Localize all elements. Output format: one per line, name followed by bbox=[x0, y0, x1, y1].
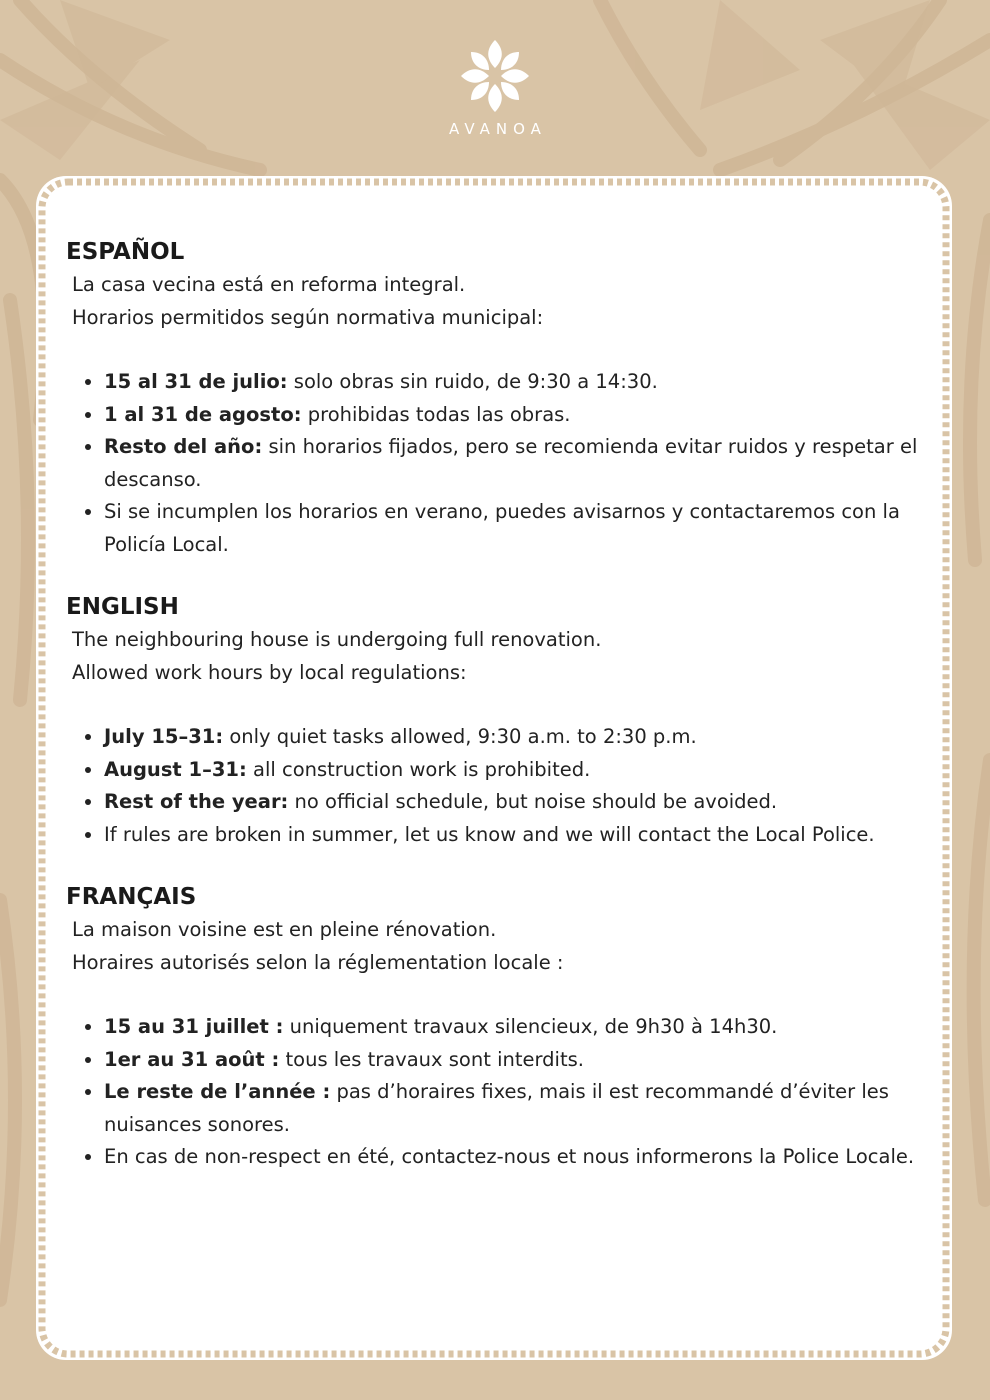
item-text: pas d’horaires fixes, mais il est recommandé d’éviter les nuisances sonores. bbox=[104, 1080, 889, 1136]
item-label: August 1–31: bbox=[104, 757, 247, 781]
section-intro-line: Allowed work hours by local regulations: bbox=[72, 661, 467, 684]
section-intro-line: La casa vecina está en reforma integral. bbox=[72, 273, 466, 296]
brand-name: AVANOA bbox=[449, 120, 547, 138]
list-item bbox=[104, 431, 926, 496]
rules-list bbox=[66, 366, 926, 561]
section-english bbox=[66, 591, 926, 851]
item-label: July 15–31: bbox=[104, 725, 224, 748]
item-text: sin horarios fijados, pero se recomienda evitar ruidos y respetar el descanso. bbox=[104, 435, 918, 491]
item-text: tous les travaux sont interdits. bbox=[279, 1047, 584, 1071]
item-text: If rules are broken in summer, let us know and we will contact the Local Police. bbox=[104, 822, 875, 846]
item-text: uniquement travaux silencieux, de 9h30 à 14h30. bbox=[283, 1015, 778, 1038]
list-item bbox=[104, 754, 926, 787]
section-heading: ENGLISH bbox=[66, 594, 179, 620]
section-intro-line: The neighbouring house is undergoing full renovation. bbox=[72, 628, 602, 651]
item-label: 1er au 31 août : bbox=[104, 1047, 280, 1071]
leaf-petal-logo-icon bbox=[459, 38, 531, 114]
brand-header bbox=[0, 38, 990, 138]
section-heading: FRANÇAIS bbox=[66, 884, 197, 910]
list-item bbox=[104, 721, 926, 754]
list-item bbox=[104, 1011, 926, 1044]
list-item bbox=[104, 1044, 926, 1077]
list-item bbox=[104, 366, 926, 399]
notice-card bbox=[36, 176, 952, 1360]
item-text: solo obras sin ruido, de 9:30 a 14:30. bbox=[287, 370, 658, 393]
list-item bbox=[104, 496, 926, 561]
list-item bbox=[104, 1076, 926, 1141]
section-intro-line: La maison voisine est en pleine rénovation. bbox=[72, 918, 497, 941]
list-item bbox=[104, 819, 926, 852]
item-label: 15 al 31 de julio: bbox=[104, 370, 288, 393]
list-item bbox=[104, 1141, 926, 1174]
section-heading: ESPAÑOL bbox=[66, 239, 185, 265]
item-text: prohibidas todas las obras. bbox=[301, 402, 571, 426]
section-intro-line: Horarios permitidos según normativa municipal: bbox=[72, 306, 544, 329]
section-espanol bbox=[66, 236, 926, 561]
item-label: Le reste de l’année : bbox=[104, 1080, 331, 1103]
item-label: Resto del año: bbox=[104, 435, 263, 458]
item-text: all construction work is prohibited. bbox=[246, 757, 591, 781]
rules-list bbox=[66, 721, 926, 851]
section-intro-line: Horaires autorisés selon la réglementation locale : bbox=[72, 951, 564, 974]
item-text: En cas de non-respect en été, contactez-nous et nous informerons la Police Locale. bbox=[104, 1145, 915, 1168]
item-text: Si se incumplen los horarios en verano, puedes avisarnos y contactaremos con la Policía Local. bbox=[104, 500, 900, 556]
notice-content bbox=[66, 236, 926, 1174]
list-item bbox=[104, 786, 926, 819]
list-item bbox=[104, 399, 926, 432]
item-label: Rest of the year: bbox=[104, 790, 289, 813]
section-francais bbox=[66, 881, 926, 1174]
item-text: no official schedule, but noise should be avoided. bbox=[288, 790, 778, 813]
item-label: 1 al 31 de agosto: bbox=[104, 402, 302, 426]
item-label: 15 au 31 juillet : bbox=[104, 1015, 284, 1038]
item-text: only quiet tasks allowed, 9:30 a.m. to 2:30 p.m. bbox=[223, 725, 697, 748]
rules-list bbox=[66, 1011, 926, 1174]
